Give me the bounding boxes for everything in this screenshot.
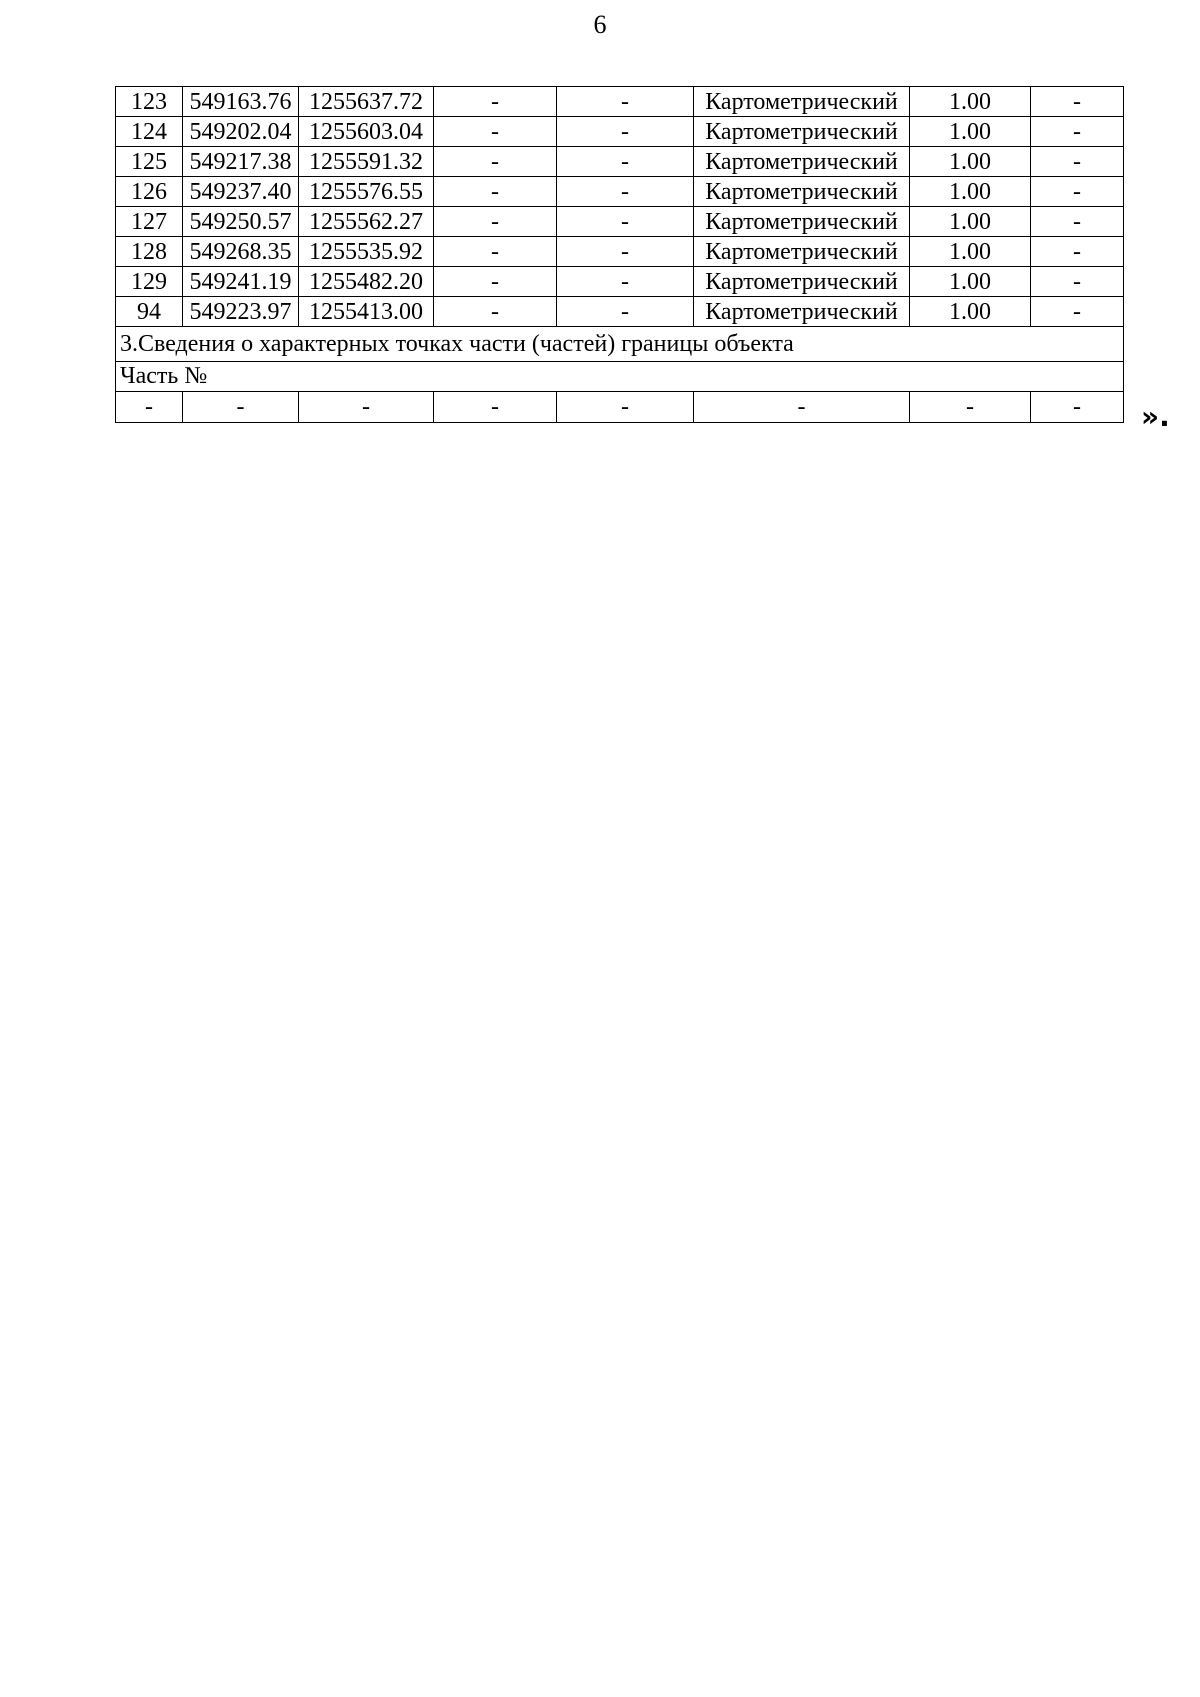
x-coordinate-cell: 549268.35 [183, 237, 299, 267]
part-label: Часть № [116, 362, 1124, 392]
part-cell: - [116, 392, 183, 423]
table-row [116, 117, 1124, 147]
point-number-cell: 128 [116, 237, 183, 267]
closing-quote-mark: ». [1141, 400, 1170, 433]
method-cell: Картометрический [694, 147, 910, 177]
coordinates-table [115, 86, 1124, 423]
part-label-row [116, 362, 1124, 392]
point-number-cell: 123 [116, 87, 183, 117]
accuracy-cell: 1.00 [910, 207, 1031, 237]
method-cell: Картометрический [694, 267, 910, 297]
col5-cell: - [557, 207, 694, 237]
page-number: 6 [593, 10, 607, 39]
part-row [116, 392, 1124, 423]
col4-cell: - [434, 117, 557, 147]
method-cell: Картометрический [694, 207, 910, 237]
method-cell: Картометрический [694, 297, 910, 327]
table-row [116, 297, 1124, 327]
table-row [116, 207, 1124, 237]
table-row [116, 237, 1124, 267]
x-coordinate-cell: 549223.97 [183, 297, 299, 327]
col5-cell: - [557, 237, 694, 267]
col8-cell: - [1031, 267, 1124, 297]
col5-cell: - [557, 147, 694, 177]
method-cell: Картометрический [694, 177, 910, 207]
x-coordinate-cell: 549163.76 [183, 87, 299, 117]
y-coordinate-cell: 1255603.04 [299, 117, 434, 147]
col5-cell: - [557, 267, 694, 297]
part-cell: - [1031, 392, 1124, 423]
table-body [116, 87, 1124, 327]
col4-cell: - [434, 237, 557, 267]
x-coordinate-cell: 549250.57 [183, 207, 299, 237]
col8-cell: - [1031, 147, 1124, 177]
col8-cell: - [1031, 117, 1124, 147]
section-body [116, 327, 1124, 423]
y-coordinate-cell: 1255482.20 [299, 267, 434, 297]
table-row [116, 147, 1124, 177]
x-coordinate-cell: 549202.04 [183, 117, 299, 147]
accuracy-cell: 1.00 [910, 267, 1031, 297]
accuracy-cell: 1.00 [910, 147, 1031, 177]
col5-cell: - [557, 297, 694, 327]
col5-cell: - [557, 177, 694, 207]
table-row [116, 267, 1124, 297]
point-number-cell: 124 [116, 117, 183, 147]
x-coordinate-cell: 549217.38 [183, 147, 299, 177]
table-row [116, 177, 1124, 207]
part-cell: - [299, 392, 434, 423]
table-row [116, 87, 1124, 117]
accuracy-cell: 1.00 [910, 87, 1031, 117]
accuracy-cell: 1.00 [910, 237, 1031, 267]
accuracy-cell: 1.00 [910, 117, 1031, 147]
method-cell: Картометрический [694, 87, 910, 117]
x-coordinate-cell: 549237.40 [183, 177, 299, 207]
y-coordinate-cell: 1255562.27 [299, 207, 434, 237]
point-number-cell: 125 [116, 147, 183, 177]
y-coordinate-cell: 1255591.32 [299, 147, 434, 177]
y-coordinate-cell: 1255576.55 [299, 177, 434, 207]
part-cell: - [434, 392, 557, 423]
part-cell: - [694, 392, 910, 423]
col5-cell: - [557, 87, 694, 117]
part-cell: - [910, 392, 1031, 423]
x-coordinate-cell: 549241.19 [183, 267, 299, 297]
y-coordinate-cell: 1255637.72 [299, 87, 434, 117]
method-cell: Картометрический [694, 117, 910, 147]
section-heading: 3.Сведения о характерных точках части (частей) границы объекта [116, 327, 1124, 362]
col4-cell: - [434, 207, 557, 237]
y-coordinate-cell: 1255413.00 [299, 297, 434, 327]
point-number-cell: 127 [116, 207, 183, 237]
col4-cell: - [434, 87, 557, 117]
col8-cell: - [1031, 237, 1124, 267]
col8-cell: - [1031, 207, 1124, 237]
point-number-cell: 126 [116, 177, 183, 207]
col4-cell: - [434, 147, 557, 177]
section-heading-row [116, 327, 1124, 362]
point-number-cell: 94 [116, 297, 183, 327]
col8-cell: - [1031, 87, 1124, 117]
col5-cell: - [557, 117, 694, 147]
method-cell: Картометрический [694, 237, 910, 267]
y-coordinate-cell: 1255535.92 [299, 237, 434, 267]
accuracy-cell: 1.00 [910, 177, 1031, 207]
col4-cell: - [434, 177, 557, 207]
col4-cell: - [434, 267, 557, 297]
col8-cell: - [1031, 297, 1124, 327]
part-cell: - [557, 392, 694, 423]
part-cell: - [183, 392, 299, 423]
col4-cell: - [434, 297, 557, 327]
accuracy-cell: 1.00 [910, 297, 1031, 327]
point-number-cell: 129 [116, 267, 183, 297]
col8-cell: - [1031, 177, 1124, 207]
